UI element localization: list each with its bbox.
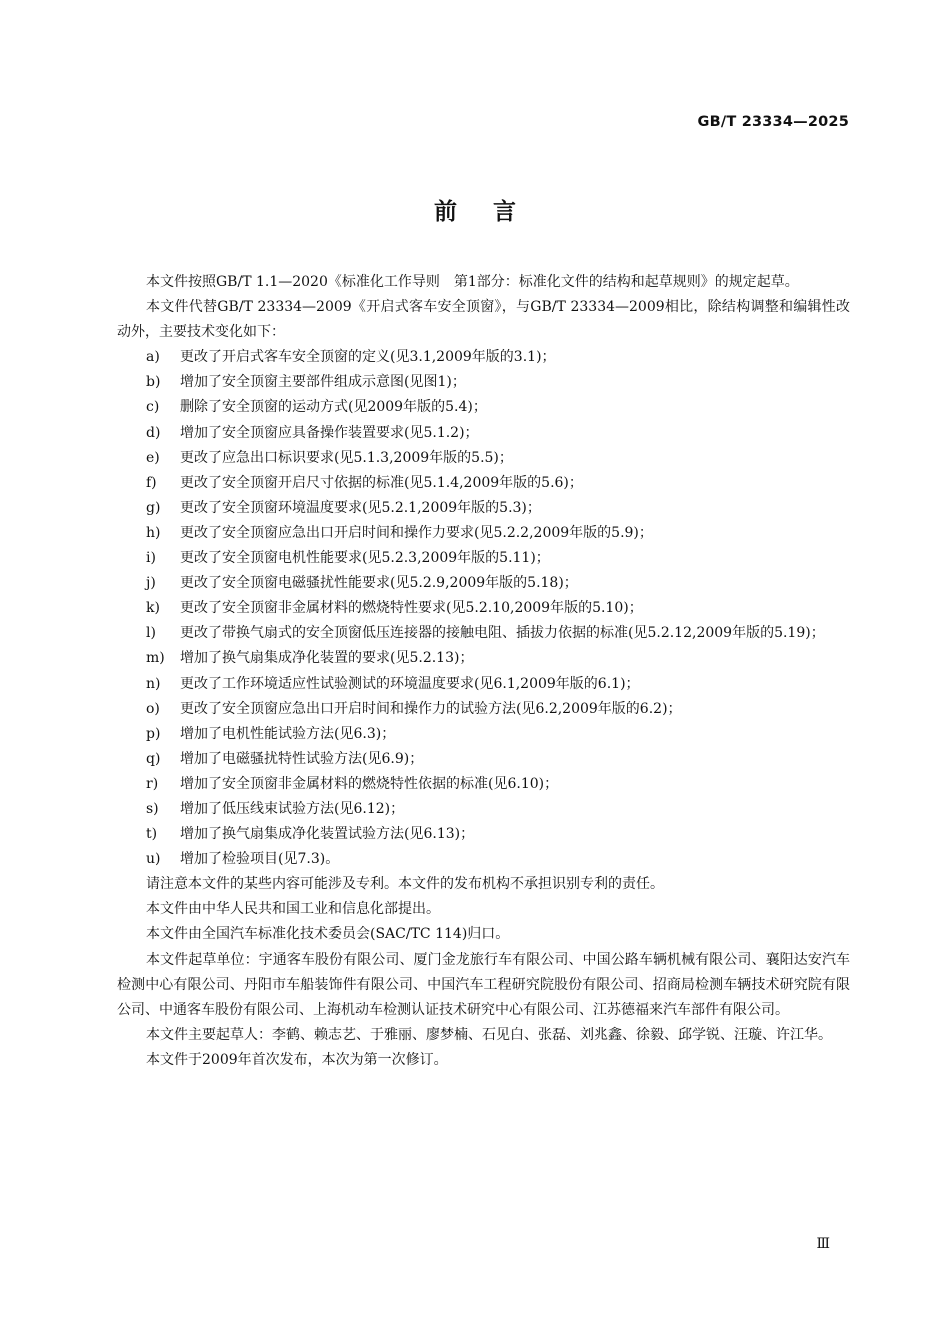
list-marker: i) bbox=[146, 550, 156, 567]
list-text: 更改了带换气扇式的安全顶窗低压连接器的接触电阻、插拔力依据的标准(见5.2.12,2009年版的5.19)； bbox=[180, 625, 825, 642]
list-text: 增加了电磁骚扰特性试验方法(见6.9)； bbox=[180, 750, 424, 767]
list-marker: k) bbox=[146, 600, 160, 617]
patent-notice: 请注意本文件的某些内容可能涉及专利。本文件的发布机构不承担识别专利的责任。 bbox=[146, 876, 664, 893]
list-marker: j) bbox=[146, 575, 156, 592]
list-text: 增加了低压线束试验方法(见6.12)； bbox=[180, 800, 405, 817]
list-marker: g) bbox=[146, 499, 161, 516]
list-item bbox=[117, 722, 850, 747]
list-text: 增加了安全顶窗应具备操作装置要求(见5.1.2)； bbox=[180, 424, 479, 441]
list-item bbox=[117, 496, 850, 521]
list-marker: p) bbox=[146, 725, 161, 742]
list-marker: h) bbox=[146, 524, 161, 541]
intro-paragraph: 本文件代替GB/T 23334—2009《开启式客车安全顶窗》，与GB/T 23334—2009相比，除结构调整和编辑性改动外，主要技术变化如下： bbox=[117, 299, 850, 341]
list-text: 增加了电机性能试验方法(见6.3)； bbox=[180, 725, 396, 742]
page-number: Ⅲ bbox=[816, 1236, 830, 1252]
list-item bbox=[117, 395, 850, 420]
list-text: 更改了安全顶窗电机性能要求(见5.2.3,2009年版的5.11)； bbox=[180, 550, 550, 567]
list-item bbox=[117, 672, 850, 697]
list-item bbox=[117, 797, 850, 822]
list-text: 增加了安全顶窗非金属材料的燃烧特性依据的标准(见6.10)； bbox=[180, 775, 559, 792]
list-text: 增加了安全顶窗主要部件组成示意图(见图1)； bbox=[180, 374, 466, 391]
list-item bbox=[117, 747, 850, 772]
list-marker: a) bbox=[146, 349, 160, 366]
changes-list bbox=[117, 345, 850, 872]
list-marker: n) bbox=[146, 675, 161, 692]
list-item bbox=[117, 646, 850, 671]
page-title: 前言 bbox=[434, 199, 552, 225]
list-item bbox=[117, 697, 850, 722]
list-text: 删除了安全顶窗的运动方式(见2009年版的5.4)； bbox=[180, 399, 487, 416]
list-marker: u) bbox=[146, 851, 161, 868]
list-item bbox=[117, 446, 850, 471]
list-marker: b) bbox=[146, 374, 161, 391]
list-item bbox=[117, 345, 850, 370]
drafting-units-paragraph: 本文件起草单位：宇通客车股份有限公司、厦门金龙旅行车有限公司、中国公路车辆机械有限公司、襄阳达安汽车检测中心有限公司、丹阳市车船装饰件有限公司、中国汽车工程研究院股份有限公司、招商局检测车辆技术研究院有限公司、中通客车股份有限公司、上海机动车检测认证技术研究中心有限公司、江苏德福来汽车部件有限公司。 bbox=[117, 951, 850, 1018]
list-text: 更改了安全顶窗开启尺寸依据的标准(见5.1.4,2009年版的5.6)； bbox=[180, 474, 583, 491]
drafters-paragraph: 本文件主要起草人：李鹤、赖志艺、于雅丽、廖梦楠、石见白、张磊、刘兆鑫、徐毅、邱学锐、汪璇、许江华。 bbox=[146, 1026, 832, 1043]
list-item bbox=[117, 596, 850, 621]
committee-paragraph: 本文件由全国汽车标准化技术委员会(SAC/TC 114)归口。 bbox=[146, 926, 510, 943]
list-item bbox=[117, 621, 850, 646]
list-item bbox=[117, 471, 850, 496]
list-item bbox=[117, 822, 850, 847]
list-text: 更改了安全顶窗应急出口开启时间和操作力的试验方法(见6.2,2009年版的6.2)； bbox=[180, 700, 682, 717]
list-marker: c) bbox=[146, 399, 160, 416]
list-marker: q) bbox=[146, 750, 161, 767]
list-text: 更改了安全顶窗应急出口开启时间和操作力要求(见5.2.2,2009年版的5.9)； bbox=[180, 524, 653, 541]
list-text: 增加了换气扇集成净化装置的要求(见5.2.13)； bbox=[180, 650, 474, 667]
publication-history: 本文件于2009年首次发布，本次为第一次修订。 bbox=[146, 1051, 448, 1068]
list-marker: o) bbox=[146, 700, 160, 717]
intro-paragraph: 本文件按照GB/T 1.1—2020《标准化工作导则 第1部分：标准化文件的结构和起草规则》的规定起草。 bbox=[146, 274, 799, 290]
list-text: 更改了安全顶窗电磁骚扰性能要求(见5.2.9,2009年版的5.18)； bbox=[180, 575, 578, 592]
list-text: 更改了开启式客车安全顶窗的定义(见3.1,2009年版的3.1)； bbox=[180, 349, 556, 366]
list-item bbox=[117, 772, 850, 797]
list-marker: d) bbox=[146, 424, 161, 441]
list-text: 更改了工作环境适应性试验测试的环境温度要求(见6.1,2009年版的6.1)； bbox=[180, 675, 640, 692]
list-item bbox=[117, 521, 850, 546]
list-marker: e) bbox=[146, 449, 160, 466]
list-item bbox=[117, 421, 850, 446]
list-item bbox=[117, 571, 850, 596]
standard-code: GB/T 23334—2025 bbox=[697, 114, 849, 130]
proposer-paragraph: 本文件由中华人民共和国工业和信息化部提出。 bbox=[146, 901, 440, 918]
list-text: 增加了检验项目(见7.3)。 bbox=[180, 851, 340, 868]
list-text: 更改了安全顶窗非金属材料的燃烧特性要求(见5.2.10,2009年版的5.10)； bbox=[180, 600, 643, 617]
list-marker: t) bbox=[146, 826, 158, 843]
foreword-body bbox=[117, 270, 850, 1073]
list-marker: m) bbox=[146, 650, 165, 667]
list-item bbox=[117, 546, 850, 571]
list-text: 更改了应急出口标识要求(见5.1.3,2009年版的5.5)； bbox=[180, 449, 513, 466]
list-text: 增加了换气扇集成净化装置试验方法(见6.13)； bbox=[180, 826, 475, 843]
list-marker: f) bbox=[146, 474, 157, 491]
list-item bbox=[117, 847, 850, 872]
list-marker: r) bbox=[146, 775, 159, 792]
list-text: 更改了安全顶窗环境温度要求(见5.2.1,2009年版的5.3)； bbox=[180, 499, 541, 516]
list-marker: l) bbox=[146, 625, 156, 642]
list-item bbox=[117, 370, 850, 395]
list-marker: s) bbox=[146, 800, 159, 817]
